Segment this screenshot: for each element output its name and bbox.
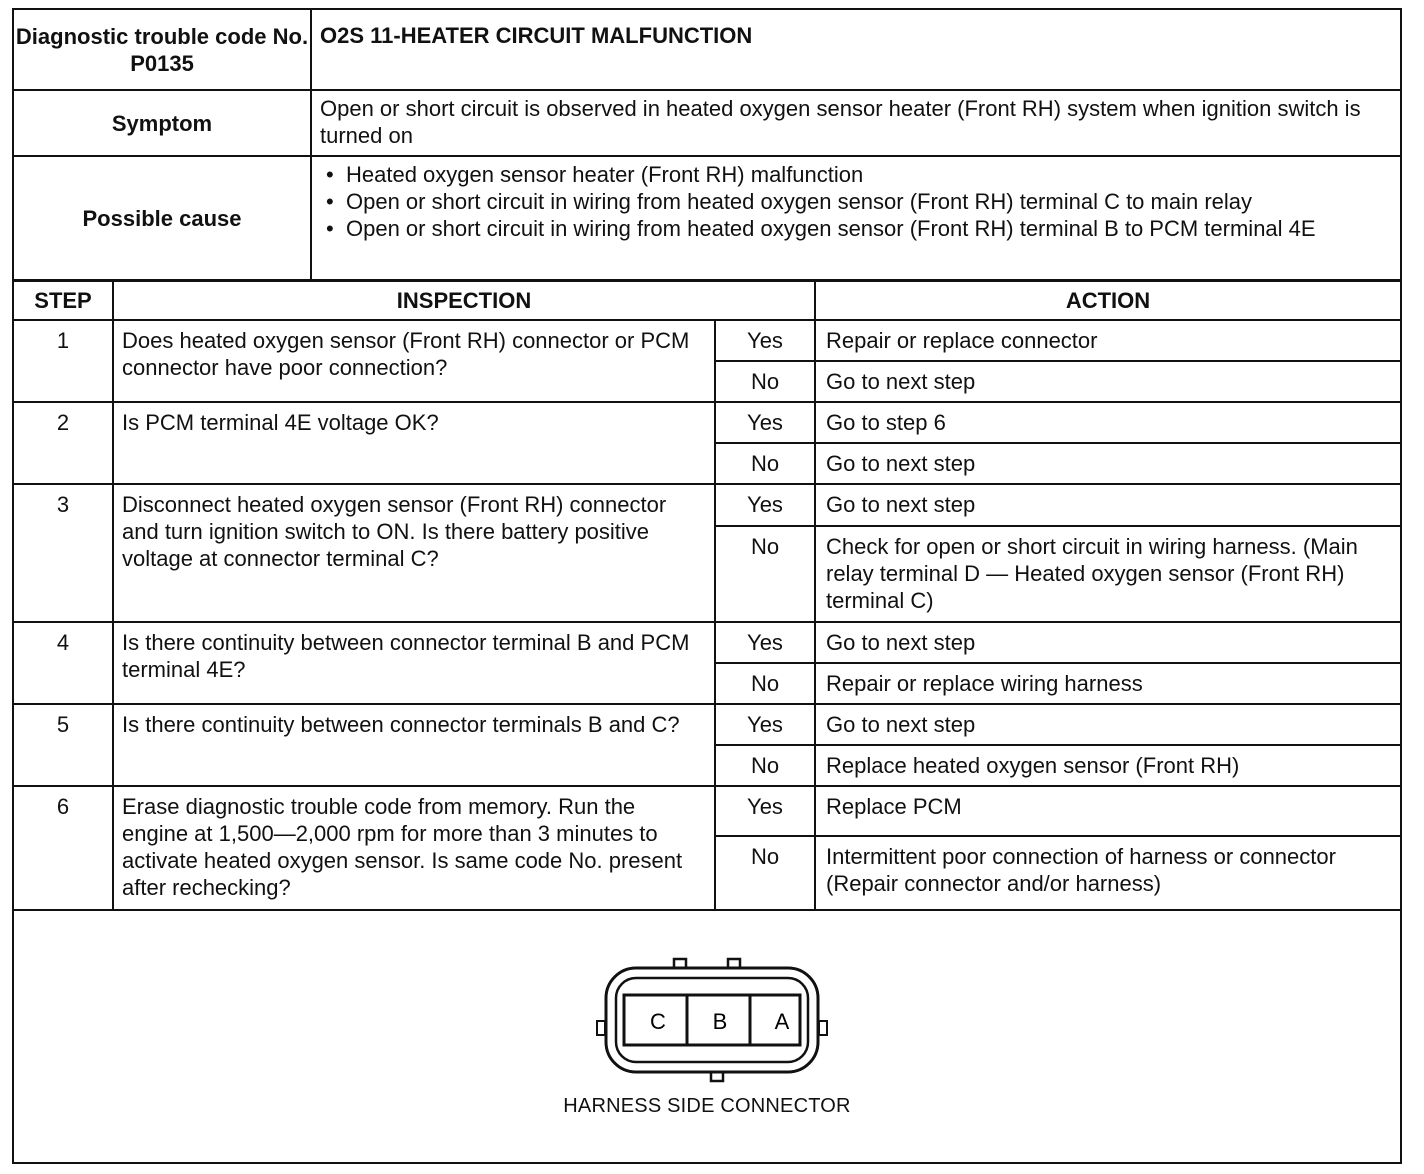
terminal-c-label: C [650,1009,666,1034]
yes-label: Yes [715,402,815,443]
dtc-title: O2S 11-HEATER CIRCUIT MALFUNCTION [311,10,1400,90]
step-number: 4 [14,622,113,704]
harness-connector-drawing [592,955,832,1085]
yes-label: Yes [715,484,815,526]
step-inspection: Erase diagnostic trouble code from memory. Run the engine at 1,500—2,000 rpm for more than 3 minutes to activate heated oxygen sensor. Is same code No. present after rechecking? [113,786,715,910]
step-number: 1 [14,320,113,402]
cause-item: • Open or short circuit in wiring from heated oxygen sensor (Front RH) terminal C to main relay [320,188,1390,215]
col-action-header: ACTION [815,281,1400,320]
step-number: 6 [14,786,113,910]
yes-label: Yes [715,622,815,663]
step-inspection: Is there continuity between connector terminals B and C? [113,704,715,786]
no-label: No [715,361,815,402]
step-inspection: Disconnect heated oxygen sensor (Front RH) connector and turn ignition switch to ON. Is there battery positive voltage at connector terminal C? [113,484,715,622]
col-step-header: STEP [14,281,113,320]
step-inspection: Does heated oxygen sensor (Front RH) connector or PCM connector have poor connection? [113,320,715,402]
step-number: 2 [14,402,113,484]
yes-label: Yes [715,786,815,836]
connector-caption: HARNESS SIDE CONNECTOR [563,1095,851,1117]
yes-action: Go to next step [815,622,1400,663]
cause-item: • Heated oxygen sensor heater (Front RH) malfunction [320,161,1390,188]
cause-item: • Open or short circuit in wiring from heated oxygen sensor (Front RH) terminal B to PCM terminal 4E [320,215,1390,242]
step-inspection: Is PCM terminal 4E voltage OK? [113,402,715,484]
no-action: Go to next step [815,361,1400,402]
yes-action: Repair or replace connector [815,320,1400,361]
dtc-label: Diagnostic trouble code No. P0135 [14,10,311,90]
step-number: 3 [14,484,113,622]
dtc-header-table [14,10,1400,281]
step-inspection: Is there continuity between connector terminal B and PCM terminal 4E? [113,622,715,704]
terminal-a-label: A [774,1009,790,1034]
yes-label: Yes [715,320,815,361]
no-action: Repair or replace wiring harness [815,663,1400,704]
no-label: No [715,663,815,704]
yes-action: Go to next step [815,484,1400,526]
step-number: 5 [14,704,113,786]
possible-cause-list [311,156,1400,280]
col-inspection-header: INSPECTION [113,281,815,320]
symptom-text: Open or short circuit is observed in heated oxygen sensor heater (Front RH) system when ignition switch is turned on [311,90,1400,156]
yes-action: Go to next step [815,704,1400,745]
diagnostic-sheet [12,8,1402,1164]
yes-label: Yes [715,704,815,745]
yes-action: Go to step 6 [815,402,1400,443]
no-action: Intermittent poor connection of harness or connector (Repair connector and/or harness) [815,836,1400,910]
no-action: Go to next step [815,443,1400,484]
yes-action: Replace PCM [815,786,1400,836]
possible-cause-label: Possible cause [14,156,311,280]
connector-diagram [14,915,1400,1162]
no-action: Replace heated oxygen sensor (Front RH) [815,745,1400,786]
no-label: No [715,745,815,786]
no-label: No [715,443,815,484]
terminal-b-label: B [712,1009,728,1034]
symptom-label: Symptom [14,90,311,156]
inspection-table [14,280,1400,911]
no-action: Check for open or short circuit in wiring harness. (Main relay terminal D — Heated oxygen sensor (Front RH) terminal C) [815,526,1400,622]
no-label: No [715,836,815,910]
no-label: No [715,526,815,622]
